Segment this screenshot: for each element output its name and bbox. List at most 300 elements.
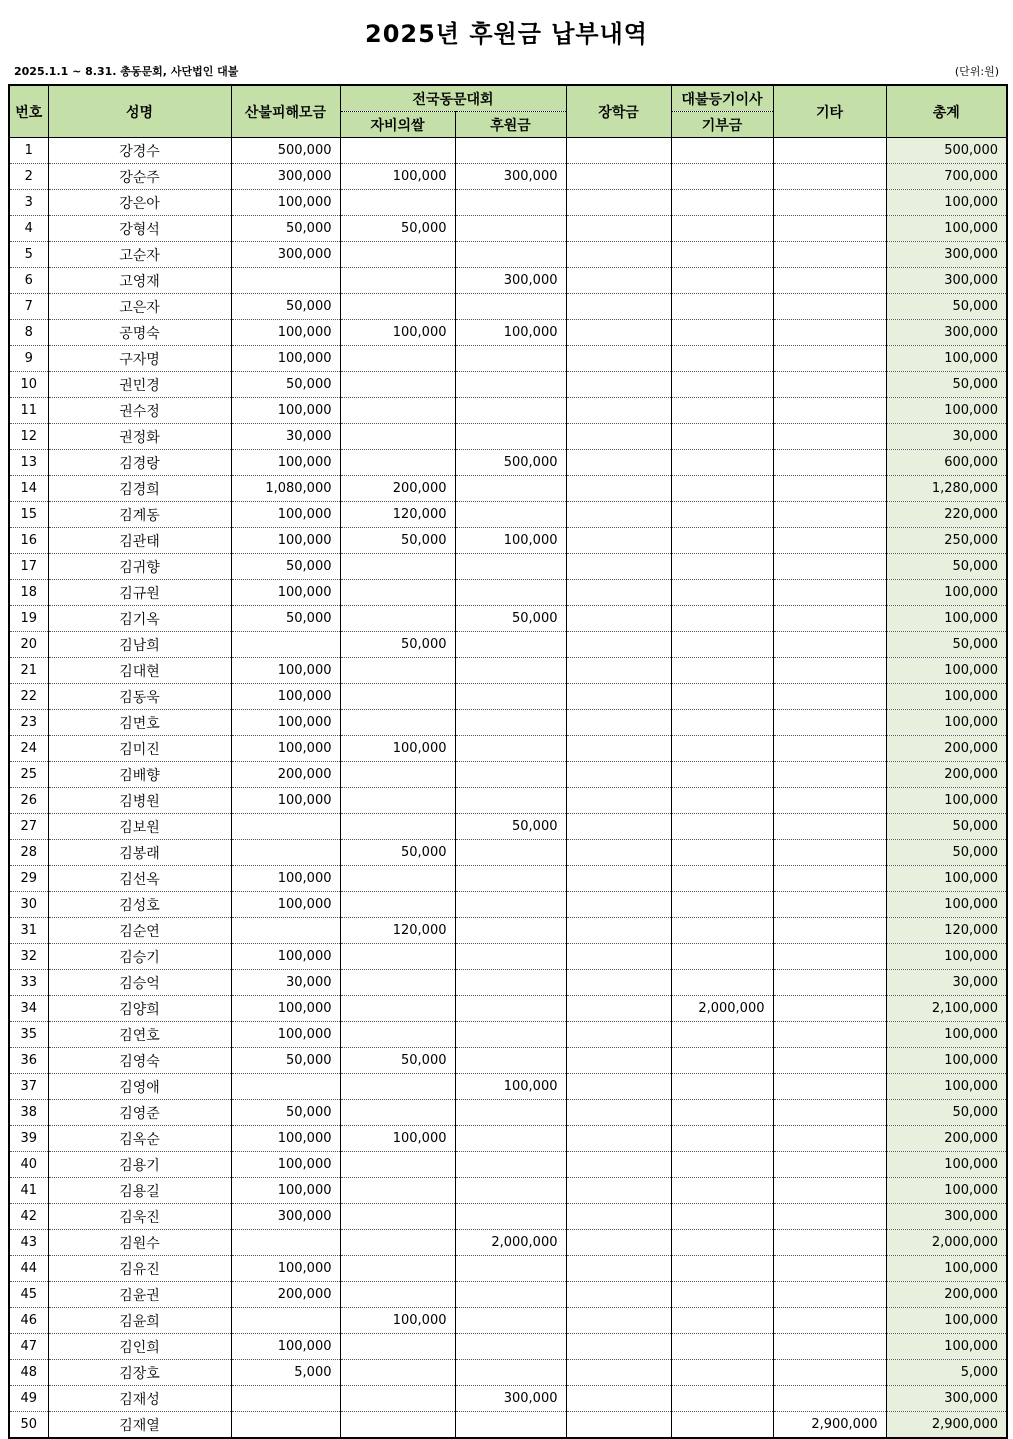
cell-support[interactable]: 300,000 xyxy=(455,268,566,294)
cell-no[interactable]: 18 xyxy=(9,580,48,606)
cell-donation[interactable] xyxy=(671,424,773,450)
cell-total[interactable]: 300,000 xyxy=(886,1386,1007,1412)
cell-etc[interactable] xyxy=(773,1204,886,1230)
cell-sanbul[interactable]: 1,080,000 xyxy=(231,476,340,502)
cell-etc[interactable] xyxy=(773,528,886,554)
cell-name[interactable]: 김영숙 xyxy=(48,1048,231,1074)
cell-rice[interactable] xyxy=(340,1204,455,1230)
cell-total[interactable]: 300,000 xyxy=(886,320,1007,346)
cell-name[interactable]: 김윤희 xyxy=(48,1308,231,1334)
cell-sanbul[interactable] xyxy=(231,268,340,294)
table-row[interactable] xyxy=(9,1256,1007,1282)
cell-etc[interactable] xyxy=(773,996,886,1022)
table-row[interactable] xyxy=(9,502,1007,528)
cell-sanbul[interactable]: 100,000 xyxy=(231,580,340,606)
cell-support[interactable] xyxy=(455,892,566,918)
header-national-group[interactable]: 전국동문대회 xyxy=(340,85,566,112)
cell-total[interactable]: 300,000 xyxy=(886,1204,1007,1230)
cell-total[interactable]: 50,000 xyxy=(886,1100,1007,1126)
cell-scholarship[interactable] xyxy=(566,710,671,736)
cell-rice[interactable]: 50,000 xyxy=(340,216,455,242)
cell-etc[interactable] xyxy=(773,1282,886,1308)
table-row[interactable] xyxy=(9,840,1007,866)
cell-no[interactable]: 41 xyxy=(9,1178,48,1204)
cell-scholarship[interactable] xyxy=(566,580,671,606)
cell-rice[interactable] xyxy=(340,190,455,216)
cell-no[interactable]: 35 xyxy=(9,1022,48,1048)
cell-sanbul[interactable]: 500,000 xyxy=(231,138,340,164)
cell-total[interactable]: 100,000 xyxy=(886,580,1007,606)
cell-rice[interactable] xyxy=(340,1256,455,1282)
cell-rice[interactable]: 50,000 xyxy=(340,632,455,658)
cell-rice[interactable] xyxy=(340,1282,455,1308)
cell-sanbul[interactable]: 100,000 xyxy=(231,502,340,528)
table-row[interactable] xyxy=(9,1100,1007,1126)
cell-etc[interactable] xyxy=(773,1126,886,1152)
cell-no[interactable]: 37 xyxy=(9,1074,48,1100)
cell-sanbul[interactable]: 50,000 xyxy=(231,554,340,580)
cell-sanbul[interactable]: 100,000 xyxy=(231,398,340,424)
cell-etc[interactable] xyxy=(773,1360,886,1386)
cell-rice[interactable]: 50,000 xyxy=(340,528,455,554)
cell-donation[interactable] xyxy=(671,736,773,762)
cell-support[interactable] xyxy=(455,1282,566,1308)
cell-scholarship[interactable] xyxy=(566,528,671,554)
cell-etc[interactable] xyxy=(773,424,886,450)
cell-donation[interactable] xyxy=(671,528,773,554)
cell-etc[interactable] xyxy=(773,372,886,398)
cell-name[interactable]: 김선옥 xyxy=(48,866,231,892)
cell-name[interactable]: 김양희 xyxy=(48,996,231,1022)
table-row[interactable] xyxy=(9,424,1007,450)
cell-etc[interactable] xyxy=(773,1100,886,1126)
cell-rice[interactable]: 50,000 xyxy=(340,840,455,866)
cell-donation[interactable] xyxy=(671,1178,773,1204)
cell-total[interactable]: 100,000 xyxy=(886,892,1007,918)
cell-donation[interactable] xyxy=(671,632,773,658)
cell-donation[interactable] xyxy=(671,450,773,476)
cell-rice[interactable] xyxy=(340,814,455,840)
cell-no[interactable]: 36 xyxy=(9,1048,48,1074)
cell-support[interactable]: 50,000 xyxy=(455,814,566,840)
cell-sanbul[interactable]: 200,000 xyxy=(231,1282,340,1308)
cell-scholarship[interactable] xyxy=(566,1256,671,1282)
cell-total[interactable]: 50,000 xyxy=(886,294,1007,320)
cell-support[interactable] xyxy=(455,658,566,684)
cell-scholarship[interactable] xyxy=(566,450,671,476)
cell-donation[interactable] xyxy=(671,1022,773,1048)
cell-etc[interactable] xyxy=(773,320,886,346)
cell-sanbul[interactable]: 100,000 xyxy=(231,1022,340,1048)
cell-etc[interactable] xyxy=(773,710,886,736)
cell-no[interactable]: 3 xyxy=(9,190,48,216)
cell-scholarship[interactable] xyxy=(566,788,671,814)
header-scholarship[interactable]: 장학금 xyxy=(566,85,671,138)
cell-sanbul[interactable]: 100,000 xyxy=(231,684,340,710)
cell-scholarship[interactable] xyxy=(566,554,671,580)
header-registry-group[interactable]: 대불등기이사 xyxy=(671,85,773,112)
cell-rice[interactable]: 50,000 xyxy=(340,1048,455,1074)
cell-scholarship[interactable] xyxy=(566,138,671,164)
cell-rice[interactable] xyxy=(340,1100,455,1126)
cell-name[interactable]: 김승기 xyxy=(48,944,231,970)
cell-etc[interactable] xyxy=(773,1230,886,1256)
cell-sanbul[interactable]: 50,000 xyxy=(231,372,340,398)
cell-etc[interactable] xyxy=(773,216,886,242)
cell-etc[interactable] xyxy=(773,788,886,814)
cell-scholarship[interactable] xyxy=(566,1152,671,1178)
cell-donation[interactable] xyxy=(671,710,773,736)
cell-no[interactable]: 21 xyxy=(9,658,48,684)
cell-total[interactable]: 2,100,000 xyxy=(886,996,1007,1022)
cell-rice[interactable] xyxy=(340,606,455,632)
cell-sanbul[interactable]: 100,000 xyxy=(231,658,340,684)
table-row[interactable] xyxy=(9,1386,1007,1412)
cell-sanbul[interactable]: 30,000 xyxy=(231,970,340,996)
cell-sanbul[interactable]: 100,000 xyxy=(231,710,340,736)
cell-donation[interactable] xyxy=(671,216,773,242)
cell-rice[interactable]: 100,000 xyxy=(340,1308,455,1334)
cell-sanbul[interactable]: 100,000 xyxy=(231,866,340,892)
cell-donation[interactable] xyxy=(671,1386,773,1412)
cell-support[interactable] xyxy=(455,424,566,450)
cell-no[interactable]: 49 xyxy=(9,1386,48,1412)
cell-etc[interactable] xyxy=(773,1386,886,1412)
cell-rice[interactable]: 120,000 xyxy=(340,918,455,944)
cell-support[interactable] xyxy=(455,1022,566,1048)
cell-rice[interactable] xyxy=(340,710,455,736)
cell-no[interactable]: 27 xyxy=(9,814,48,840)
table-row[interactable] xyxy=(9,918,1007,944)
cell-support[interactable] xyxy=(455,372,566,398)
cell-total[interactable]: 50,000 xyxy=(886,632,1007,658)
cell-rice[interactable] xyxy=(340,970,455,996)
header-donation[interactable]: 기부금 xyxy=(671,112,773,138)
cell-sanbul[interactable] xyxy=(231,1386,340,1412)
cell-scholarship[interactable] xyxy=(566,320,671,346)
cell-scholarship[interactable] xyxy=(566,1308,671,1334)
cell-total[interactable]: 2,900,000 xyxy=(886,1412,1007,1439)
cell-rice[interactable] xyxy=(340,372,455,398)
cell-rice[interactable] xyxy=(340,892,455,918)
cell-sanbul[interactable]: 300,000 xyxy=(231,164,340,190)
cell-no[interactable]: 24 xyxy=(9,736,48,762)
cell-rice[interactable] xyxy=(340,1178,455,1204)
cell-support[interactable]: 100,000 xyxy=(455,1074,566,1100)
cell-name[interactable]: 김영준 xyxy=(48,1100,231,1126)
cell-scholarship[interactable] xyxy=(566,1204,671,1230)
cell-name[interactable]: 김욱진 xyxy=(48,1204,231,1230)
cell-name[interactable]: 권정화 xyxy=(48,424,231,450)
cell-etc[interactable] xyxy=(773,970,886,996)
cell-total[interactable]: 100,000 xyxy=(886,346,1007,372)
cell-total[interactable]: 100,000 xyxy=(886,216,1007,242)
cell-name[interactable]: 김용길 xyxy=(48,1178,231,1204)
cell-sanbul[interactable]: 300,000 xyxy=(231,242,340,268)
cell-no[interactable]: 4 xyxy=(9,216,48,242)
cell-donation[interactable] xyxy=(671,1074,773,1100)
cell-donation[interactable] xyxy=(671,762,773,788)
cell-sanbul[interactable] xyxy=(231,918,340,944)
cell-rice[interactable] xyxy=(340,996,455,1022)
cell-donation[interactable] xyxy=(671,1412,773,1439)
cell-name[interactable]: 김재성 xyxy=(48,1386,231,1412)
cell-total[interactable]: 50,000 xyxy=(886,554,1007,580)
table-row[interactable] xyxy=(9,1230,1007,1256)
cell-support[interactable] xyxy=(455,1048,566,1074)
cell-support[interactable] xyxy=(455,840,566,866)
cell-no[interactable]: 30 xyxy=(9,892,48,918)
cell-etc[interactable] xyxy=(773,918,886,944)
table-row[interactable] xyxy=(9,788,1007,814)
cell-total[interactable]: 100,000 xyxy=(886,1178,1007,1204)
cell-total[interactable]: 220,000 xyxy=(886,502,1007,528)
cell-rice[interactable]: 100,000 xyxy=(340,1126,455,1152)
cell-donation[interactable] xyxy=(671,840,773,866)
cell-donation[interactable] xyxy=(671,320,773,346)
table-row[interactable] xyxy=(9,1282,1007,1308)
cell-rice[interactable] xyxy=(340,268,455,294)
cell-scholarship[interactable] xyxy=(566,1048,671,1074)
cell-sanbul[interactable]: 100,000 xyxy=(231,788,340,814)
cell-no[interactable]: 11 xyxy=(9,398,48,424)
cell-etc[interactable] xyxy=(773,606,886,632)
cell-no[interactable]: 50 xyxy=(9,1412,48,1439)
cell-sanbul[interactable] xyxy=(231,1308,340,1334)
cell-total[interactable]: 200,000 xyxy=(886,1126,1007,1152)
cell-no[interactable]: 33 xyxy=(9,970,48,996)
cell-support[interactable] xyxy=(455,242,566,268)
cell-support[interactable] xyxy=(455,918,566,944)
cell-etc[interactable] xyxy=(773,892,886,918)
cell-donation[interactable] xyxy=(671,892,773,918)
cell-rice[interactable] xyxy=(340,554,455,580)
cell-scholarship[interactable] xyxy=(566,606,671,632)
cell-total[interactable]: 5,000 xyxy=(886,1360,1007,1386)
cell-no[interactable]: 44 xyxy=(9,1256,48,1282)
cell-no[interactable]: 10 xyxy=(9,372,48,398)
cell-donation[interactable]: 2,000,000 xyxy=(671,996,773,1022)
cell-no[interactable]: 48 xyxy=(9,1360,48,1386)
cell-sanbul[interactable]: 100,000 xyxy=(231,1126,340,1152)
cell-no[interactable]: 45 xyxy=(9,1282,48,1308)
cell-scholarship[interactable] xyxy=(566,684,671,710)
cell-support[interactable] xyxy=(455,632,566,658)
cell-support[interactable] xyxy=(455,1204,566,1230)
cell-sanbul[interactable]: 50,000 xyxy=(231,294,340,320)
cell-etc[interactable] xyxy=(773,450,886,476)
cell-scholarship[interactable] xyxy=(566,268,671,294)
cell-donation[interactable] xyxy=(671,1230,773,1256)
cell-total[interactable]: 50,000 xyxy=(886,814,1007,840)
cell-etc[interactable] xyxy=(773,1074,886,1100)
cell-total[interactable]: 200,000 xyxy=(886,1282,1007,1308)
cell-name[interactable]: 김미진 xyxy=(48,736,231,762)
cell-no[interactable]: 7 xyxy=(9,294,48,320)
table-row[interactable] xyxy=(9,476,1007,502)
cell-no[interactable]: 29 xyxy=(9,866,48,892)
cell-name[interactable]: 김규원 xyxy=(48,580,231,606)
cell-etc[interactable] xyxy=(773,242,886,268)
cell-donation[interactable] xyxy=(671,1308,773,1334)
cell-no[interactable]: 9 xyxy=(9,346,48,372)
cell-name[interactable]: 김장호 xyxy=(48,1360,231,1386)
cell-total[interactable]: 2,000,000 xyxy=(886,1230,1007,1256)
cell-name[interactable]: 권민경 xyxy=(48,372,231,398)
cell-rice[interactable] xyxy=(340,1230,455,1256)
cell-no[interactable]: 19 xyxy=(9,606,48,632)
cell-rice[interactable]: 100,000 xyxy=(340,320,455,346)
cell-scholarship[interactable] xyxy=(566,892,671,918)
cell-scholarship[interactable] xyxy=(566,476,671,502)
table-row[interactable] xyxy=(9,450,1007,476)
table-row[interactable] xyxy=(9,684,1007,710)
cell-donation[interactable] xyxy=(671,918,773,944)
cell-no[interactable]: 39 xyxy=(9,1126,48,1152)
cell-scholarship[interactable] xyxy=(566,970,671,996)
header-no[interactable]: 번호 xyxy=(9,85,48,138)
cell-support[interactable] xyxy=(455,762,566,788)
cell-name[interactable]: 김봉래 xyxy=(48,840,231,866)
cell-scholarship[interactable] xyxy=(566,294,671,320)
cell-total[interactable]: 300,000 xyxy=(886,242,1007,268)
cell-donation[interactable] xyxy=(671,372,773,398)
cell-donation[interactable] xyxy=(671,944,773,970)
cell-name[interactable]: 김연호 xyxy=(48,1022,231,1048)
cell-donation[interactable] xyxy=(671,580,773,606)
cell-support[interactable] xyxy=(455,190,566,216)
table-row[interactable] xyxy=(9,242,1007,268)
table-row[interactable] xyxy=(9,580,1007,606)
cell-scholarship[interactable] xyxy=(566,1334,671,1360)
cell-total[interactable]: 50,000 xyxy=(886,840,1007,866)
table-row[interactable] xyxy=(9,892,1007,918)
cell-donation[interactable] xyxy=(671,1126,773,1152)
cell-total[interactable]: 700,000 xyxy=(886,164,1007,190)
cell-support[interactable] xyxy=(455,502,566,528)
cell-rice[interactable] xyxy=(340,1412,455,1439)
cell-total[interactable]: 100,000 xyxy=(886,944,1007,970)
cell-sanbul[interactable]: 100,000 xyxy=(231,190,340,216)
cell-total[interactable]: 200,000 xyxy=(886,736,1007,762)
cell-total[interactable]: 100,000 xyxy=(886,606,1007,632)
cell-total[interactable]: 100,000 xyxy=(886,190,1007,216)
cell-etc[interactable] xyxy=(773,164,886,190)
cell-support[interactable] xyxy=(455,1152,566,1178)
cell-total[interactable]: 50,000 xyxy=(886,372,1007,398)
cell-scholarship[interactable] xyxy=(566,918,671,944)
cell-etc[interactable] xyxy=(773,1178,886,1204)
cell-donation[interactable] xyxy=(671,1360,773,1386)
cell-sanbul[interactable]: 50,000 xyxy=(231,216,340,242)
cell-rice[interactable] xyxy=(340,762,455,788)
cell-sanbul[interactable] xyxy=(231,632,340,658)
cell-sanbul[interactable]: 50,000 xyxy=(231,606,340,632)
table-row[interactable] xyxy=(9,1178,1007,1204)
cell-rice[interactable] xyxy=(340,294,455,320)
cell-support[interactable]: 300,000 xyxy=(455,1386,566,1412)
cell-support[interactable]: 50,000 xyxy=(455,606,566,632)
cell-etc[interactable] xyxy=(773,502,886,528)
cell-no[interactable]: 20 xyxy=(9,632,48,658)
cell-support[interactable] xyxy=(455,1308,566,1334)
cell-etc[interactable] xyxy=(773,658,886,684)
cell-sanbul[interactable] xyxy=(231,814,340,840)
cell-etc[interactable] xyxy=(773,1048,886,1074)
table-row[interactable] xyxy=(9,1412,1007,1439)
header-rice[interactable]: 자비의쌀 xyxy=(340,112,455,138)
cell-name[interactable]: 고은자 xyxy=(48,294,231,320)
cell-name[interactable]: 김용기 xyxy=(48,1152,231,1178)
cell-rice[interactable] xyxy=(340,580,455,606)
cell-name[interactable]: 김윤권 xyxy=(48,1282,231,1308)
table-row[interactable] xyxy=(9,606,1007,632)
cell-no[interactable]: 23 xyxy=(9,710,48,736)
cell-no[interactable]: 17 xyxy=(9,554,48,580)
cell-total[interactable]: 100,000 xyxy=(886,1152,1007,1178)
table-row[interactable] xyxy=(9,1022,1007,1048)
cell-support[interactable]: 100,000 xyxy=(455,320,566,346)
cell-rice[interactable] xyxy=(340,1152,455,1178)
header-support[interactable]: 후원금 xyxy=(455,112,566,138)
cell-rice[interactable] xyxy=(340,346,455,372)
cell-total[interactable]: 100,000 xyxy=(886,866,1007,892)
table-row[interactable] xyxy=(9,710,1007,736)
cell-support[interactable] xyxy=(455,294,566,320)
cell-scholarship[interactable] xyxy=(566,996,671,1022)
cell-rice[interactable]: 100,000 xyxy=(340,736,455,762)
cell-name[interactable]: 김유진 xyxy=(48,1256,231,1282)
cell-total[interactable]: 100,000 xyxy=(886,658,1007,684)
cell-no[interactable]: 42 xyxy=(9,1204,48,1230)
cell-donation[interactable] xyxy=(671,970,773,996)
cell-no[interactable]: 31 xyxy=(9,918,48,944)
cell-no[interactable]: 43 xyxy=(9,1230,48,1256)
header-name[interactable]: 성명 xyxy=(48,85,231,138)
cell-support[interactable] xyxy=(455,996,566,1022)
cell-rice[interactable] xyxy=(340,944,455,970)
table-row[interactable] xyxy=(9,632,1007,658)
cell-rice[interactable] xyxy=(340,398,455,424)
cell-scholarship[interactable] xyxy=(566,164,671,190)
cell-sanbul[interactable]: 100,000 xyxy=(231,346,340,372)
cell-total[interactable]: 100,000 xyxy=(886,1022,1007,1048)
cell-donation[interactable] xyxy=(671,1282,773,1308)
cell-scholarship[interactable] xyxy=(566,814,671,840)
cell-scholarship[interactable] xyxy=(566,866,671,892)
cell-support[interactable] xyxy=(455,1178,566,1204)
cell-no[interactable]: 47 xyxy=(9,1334,48,1360)
cell-sanbul[interactable]: 100,000 xyxy=(231,892,340,918)
cell-etc[interactable] xyxy=(773,346,886,372)
cell-name[interactable]: 김관태 xyxy=(48,528,231,554)
cell-support[interactable] xyxy=(455,138,566,164)
cell-no[interactable]: 14 xyxy=(9,476,48,502)
header-total[interactable]: 총계 xyxy=(886,85,1007,138)
cell-total[interactable]: 300,000 xyxy=(886,268,1007,294)
cell-name[interactable]: 구자명 xyxy=(48,346,231,372)
cell-scholarship[interactable] xyxy=(566,346,671,372)
table-row[interactable] xyxy=(9,346,1007,372)
cell-sanbul[interactable]: 30,000 xyxy=(231,424,340,450)
cell-scholarship[interactable] xyxy=(566,736,671,762)
cell-etc[interactable] xyxy=(773,398,886,424)
cell-no[interactable]: 6 xyxy=(9,268,48,294)
cell-sanbul[interactable] xyxy=(231,840,340,866)
cell-total[interactable]: 30,000 xyxy=(886,970,1007,996)
cell-name[interactable]: 김보원 xyxy=(48,814,231,840)
cell-name[interactable]: 고영재 xyxy=(48,268,231,294)
